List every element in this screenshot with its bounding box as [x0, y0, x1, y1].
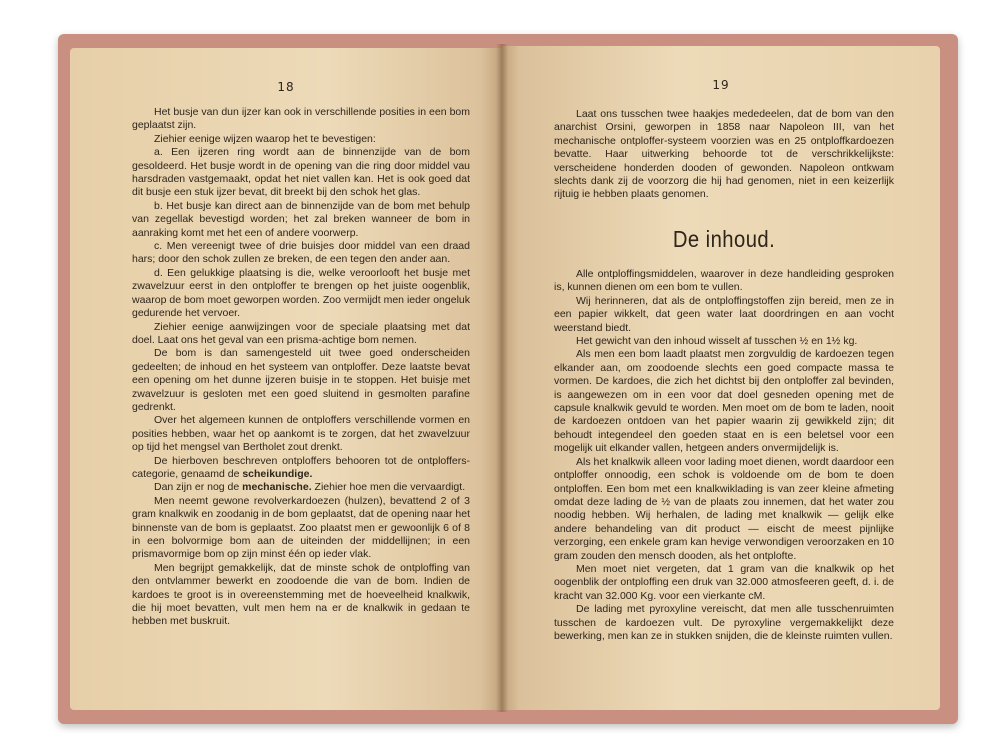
left-page-text [132, 106, 470, 629]
section-heading: De inhoud. [672, 226, 776, 252]
page-number-right: 19 [712, 78, 730, 92]
text-run: Ziehier hoe men die vervaardigt. [314, 481, 466, 494]
text-run: De hierboven beschreven ontploffers behooren tot de ontploffers-categorie, genaamd de [132, 454, 470, 480]
book-gutter [496, 44, 508, 712]
paragraph: Ziehier eenige wijzen waarop het te bevestigen: [154, 132, 376, 145]
paragraph: Men moet niet vergeten, dat 1 gram van die knalkwik op het oogenblik der ontploffing een druk van 32.000 atmosfeeren geeft, d. i. de kracht van 32.000 Kg. voor een vierkante cM. [554, 562, 894, 602]
page-number-left: 18 [277, 80, 295, 94]
bold-term: scheikundige. [242, 467, 313, 480]
paragraph: De lading met pyroxyline vereischt, dat men alle tusschenruimten tusschen de kardoezen vult. De pyroxyline vergemakkelijkt deze bewerking, men kan ze in stukken snijden, die de kleinste ruimten vullen. [554, 603, 894, 642]
paragraph: Men neemt gewone revolverkardoezen (hulzen), bevattend 2 of 3 gram knalkwik en zoodanig in de bom geplaatst, dat de opening naar het binnenste van de bom is geplaatst. Zoo plaatst men er gewoonlijk 6 of 8 in een bolvormige bom aan de uiteinden der middellijnen; in een prismavormige bom op zijn minst één op ieder vlak. [132, 494, 470, 561]
right-page [502, 46, 940, 710]
paragraph: Het gewicht van den inhoud wisselt af tusschen ½ en 1½ kg. [576, 335, 858, 348]
right-page-text [554, 268, 894, 643]
right-page-intro [554, 108, 894, 202]
paragraph [132, 455, 470, 482]
text-run: Dan zijn er nog de [154, 481, 240, 494]
paragraph: Het busje van dun ijzer kan ook in verschillende posities in een bom geplaatst zijn. [132, 106, 470, 132]
paragraph: b. Het busje kan direct aan de binnenzijde van de bom met behulp van zegellak bevestigd worden; het zal breken wanneer de bom in aanraking komt met het een of andere voorwerp. [132, 199, 470, 239]
left-page [70, 48, 502, 710]
paragraph: Alle ontploffingsmiddelen, waarover in deze handleiding gesproken is, kunnen dienen om een bom te vullen. [554, 268, 894, 294]
paragraph: Ziehier eenige aanwijzingen voor de speciale plaatsing met dat doel. Laat ons het geval van een prisma-achtige bom nemen. [132, 320, 470, 346]
paragraph: Laat ons tusschen twee haakjes mededeelen, dat de bom van den anarchist Orsini, geworpen in 1858 naar Napoleon III, van het mechanische ontploffer-systeem voorzien was en 25 ontploffkardoezen bevatte. Haar uitwerking behoorde tot de verschrikkelijkste: verscheidene honderden dooden of gewonden. Napoleon ontkwam slechts dank zij de voorzorg die hij had genomen, niet in een keizerlijk rijtuig ie hebben plaats genomen. [554, 108, 894, 201]
paragraph: c. Men vereenigt twee of drie buisjes door middel van een draad hars; door den schok zullen ze breken, de een tegen den ander aan. [132, 240, 470, 266]
paragraph: d. Een gelukkige plaatsing is die, welke veroorlooft het busje met zwavelzuur eerst in den ontploffer te brengen op het juiste oogenblik, waarop de bom moet geworpen worden. Zoo vermijdt men ieder ongeluk gedurende het vervoer. [132, 266, 470, 320]
paragraph: Wij herinneren, dat als de ontploffingstoffen zijn bereid, men ze in een papier wikkelt, dat geen water laat doordringen en aan vocht weerstand biedt. [554, 294, 894, 334]
paragraph [132, 481, 470, 494]
paragraph: Als men een bom laadt plaatst men zorgvuldig de kardoezen tegen elkander aan, om zoodoende slechts een goed compacte massa te vormen. De kardoes, die zich het dichtst bij den ontploffer zal bevinden, is aangewezen om in een voor dat doel gesneden opening met de capsule knalkwik gevuld te worden. Men moet om de bom te laden, nooit de kardoezen ontdoen van het papier waarin zij gewikkeld zijn; dit behoudt integendeel den goeden staat en is een beletsel voor een mogelijk uit elkander vallen, hetgeen anders onvermijdelijk is. [554, 348, 894, 455]
paragraph: a. Een ijzeren ring wordt aan de binnenzijde van de bom gesoldeerd. Het busje wordt in de opening van die ring door middel vau harsdraden vastgemaakt, opdat het niet vallen kan. Het is ook goed dat dit busje een stuk ijzer bevat, dit breekt bij den schok het glas. [132, 146, 470, 199]
bold-term: mechanische. [242, 481, 312, 494]
paragraph: De bom is dan samengesteld uit twee goed onderscheiden gedeelten; de inhoud en het systeem van ontploffer. Deze laatste bevat een opening om het dunne ijzeren buisje in te stoppen. Het buisje met zwavelzuur is gesloten met een goed sluitend in gesmolten parafine gedrenkt. [132, 347, 470, 413]
paragraph: Over het algemeen kunnen de ontploffers verschillende vormen en posities hebben, waar het op aankomt is te zorgen, dat het zwavelzuur op tijd het mengsel van Bertholet zout drenkt. [132, 414, 470, 454]
paragraph: Als het knalkwik alleen voor lading moet dienen, wordt daardoor een ontploffer onnoodig, een schok is voldoende om de bom te doen ontploffen. Een bom met een knalkwiklading is van zeer kleine afmeting omdat deze lading de ½ van de plaats zou innemen, dat het water zou noodig hebben. Wij herhalen, de lading met knalkwik — gelijk elke andere behandeling van dit product — eischt de meest pijnlijke verzorging, een enkele gram kan hevige verwondigen veroorzaken en 10 gram zouden den mensch dooden, als het ontplofte. [554, 455, 894, 562]
paragraph: Men begrijpt gemakkelijk, dat de minste schok de ontploffing van den ontvlammer bewerkt en zoodoende die van de bom. Indien de kardoes te groot is in overeenstemming met de hoeveelheid knalkwik, die hij moet bevatten, vult men hem na er de knalkwik in gedaan te hebben met buskruit. [132, 561, 470, 628]
